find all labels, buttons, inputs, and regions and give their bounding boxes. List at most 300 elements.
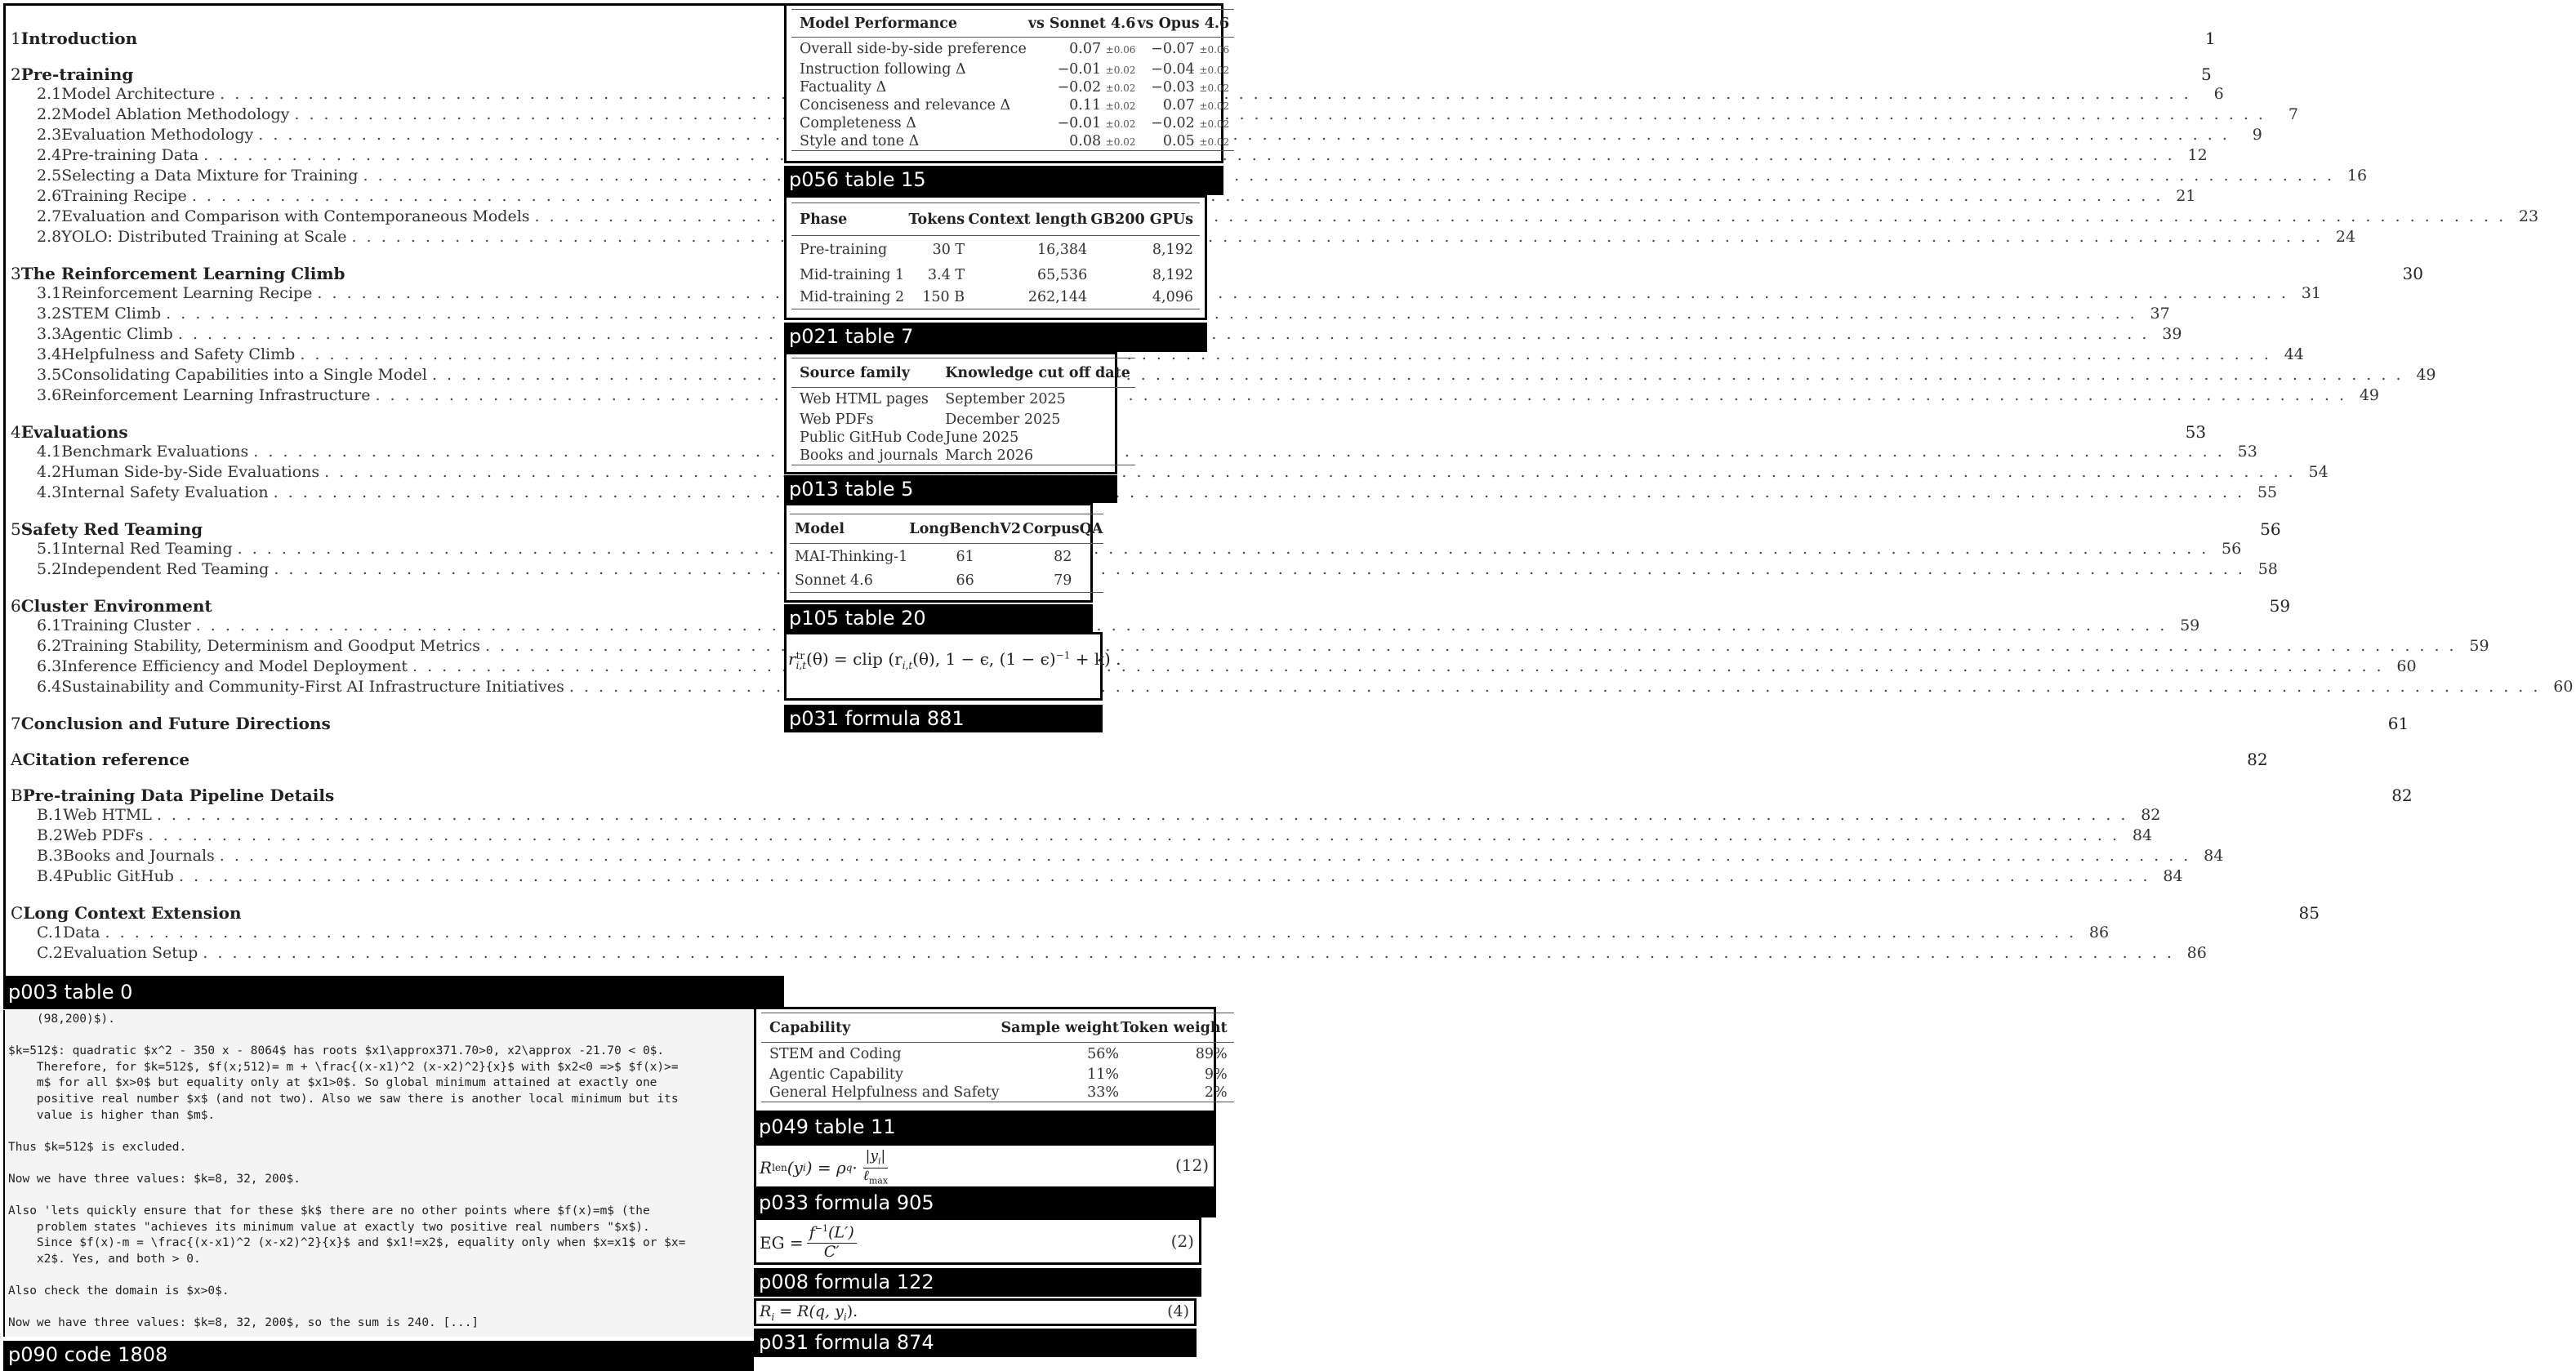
phase-cell: 65,536 [1036,266,1088,283]
bench-header-model: Model [790,514,908,544]
toc-subsection[interactable] [6,305,2170,324]
perf-opus-cell [1136,38,1234,60]
phase-header-gpus: GB200 GPUs [1088,203,1200,236]
toc-number: 2.6 [37,187,62,205]
capability-cell: 2% [1204,1084,1228,1101]
toc-page-number: 53 [2237,443,2257,461]
formula-122-label: p008 formula 122 [754,1268,1201,1297]
toc-title: Helpfulness and Safety Climb [61,345,296,363]
formula-874-lhs-sub: i [771,1311,775,1323]
toc-leader-dots [363,167,2334,185]
capability-cell: 11% [1087,1066,1119,1083]
toc-number: 2.4 [37,146,62,164]
toc-leader-dots [238,540,2209,558]
toc-number: 2.1 [37,85,62,103]
toc-title: Evaluation and Comparison with Contemporaneous Models [61,207,530,225]
formula-905-eqno: (12) [1174,1155,1209,1175]
toc-number: 3.2 [37,305,62,323]
source-cell: Web PDFs [800,411,874,428]
toc-section[interactable] [6,786,2413,807]
toc-number: 5.2 [37,560,62,578]
perf-sonnet-value: 0.11 [1069,96,1102,114]
toc-leader-dots [412,657,2384,675]
toc-title: Agentic Climb [61,325,173,343]
perf-sonnet-cell [1027,114,1137,132]
source-cell: Web HTML pages [800,390,929,407]
toc-page-number: 82 [2141,806,2161,824]
perf-opus-value: −0.03 [1151,78,1195,96]
bench-cell: 66 [956,572,974,590]
toc-number: 3.6 [37,386,62,404]
formula-881-lhs: r [788,649,796,669]
toc-page-number: 84 [2163,867,2183,885]
toc-number: 4.2 [37,463,62,481]
perf-row [791,38,1234,60]
toc-title: Model Ablation Methodology [61,105,290,123]
toc-title: STEM Climb [61,305,162,323]
toc-number: C.1 [37,924,63,941]
perf-row [791,78,1234,96]
phase-cell: 8,192 [1152,266,1193,283]
toc-subsection[interactable] [6,826,2153,846]
perf-opus-pm: ±0.02 [1199,136,1230,148]
bench-row [790,570,1103,593]
toc-page-number: 58 [2257,560,2278,578]
toc-subsection[interactable] [6,924,2110,943]
formula-874-eqno: (4) [1167,1302,1189,1320]
toc-number: 2 [11,65,21,84]
perf-metric: Style and tone Δ [800,132,920,149]
toc-title: Public GitHub [63,867,174,885]
toc-page-number: 59 [2469,637,2489,655]
toc-page-number: 55 [2257,483,2278,501]
formula-122-num: f [809,1223,815,1242]
toc-subsection[interactable] [6,345,2304,365]
toc-subsection[interactable] [6,228,2356,247]
toc-page-number: 86 [2186,944,2207,962]
toc-page-number: 12 [2187,146,2208,164]
toc-subsection[interactable] [6,847,2224,866]
formula-874-lhs: R [760,1302,772,1320]
perf-metric: Completeness Δ [800,114,916,131]
toc-title: Reinforcement Learning Recipe [61,284,313,302]
toc-number: 2.2 [37,105,62,123]
perf-sonnet-value: −0.01 [1057,60,1102,78]
source-cell: Books and journals [800,447,938,464]
toc-title: Selecting a Data Mixture for Training [61,167,359,185]
toc-leader-dots [352,228,2324,246]
perf-header-opus: vs Opus 4.6 [1136,10,1234,38]
code-line: $k=512$: quadratic $x^2 - 350 x - 8064$ has roots $x1\approx371.70>0, x2\approx -21.70 < 0$. [8,1044,665,1058]
toc-title: Web PDFs [63,826,144,844]
phase-cell: Mid-training 2 [800,289,905,306]
toc-number: 3.4 [37,345,62,363]
toc-page-number: 23 [2518,207,2539,225]
phase-header-tokens: Tokens [907,203,965,236]
capability-header-token: Token weight [1120,1013,1234,1043]
formula-881-lhs-sub: i,t [796,659,807,671]
formula-905-den: ℓ [862,1167,869,1184]
formula-905-den-sub: max [868,1174,889,1186]
toc-title: Training Cluster [61,617,191,634]
toc-leader-dots [196,617,2168,634]
toc-title: Web HTML [63,806,152,824]
toc-page-number: 6 [2213,85,2224,103]
toc-leader-dots [274,483,2245,501]
phase-cell: 4,096 [1152,289,1193,306]
toc-page-number: 49 [2359,386,2380,404]
toc-subsection[interactable] [6,463,2329,483]
perf-opus-pm: ±0.02 [1199,100,1230,112]
bench-header-corpusqa: CorpusQA [1022,514,1103,544]
toc-leader-dots [157,806,2128,824]
toc-title: Data [63,924,100,941]
formula-874-end: ). [846,1302,858,1320]
phase-header-context: Context length [965,203,1088,236]
toc-page-number: 30 [2402,264,2423,283]
formula-881-panel [784,632,1121,701]
bench-table-label: p105 table 20 [784,604,1093,632]
perf-sonnet-value: −0.01 [1057,114,1102,131]
toc-leader-dots [324,463,2296,481]
perf-opus-cell [1136,132,1234,151]
capability-cell: 56% [1087,1045,1119,1062]
source-table-label: p013 table 5 [784,475,1117,503]
formula-874-rhs-sub: i [843,1311,847,1323]
toc-page-number: 54 [2308,463,2329,481]
source-cell: June 2025 [945,429,1019,446]
source-header-date: Knowledge cut off date [944,358,1135,388]
toc-number: 5 [11,519,21,539]
source-table [791,358,1135,465]
toc-label: p003 table 0 [3,978,784,1009]
toc-number: 3.1 [37,284,62,302]
perf-opus-pm: ±0.06 [1199,43,1230,56]
formula-905-panel [754,1143,1216,1189]
code-line: m$ for all $x>0$ but equality only at $x1>0$. So global minimum attained at exactly one [8,1076,657,1090]
toc-leader-dots [375,386,2346,404]
source-table-panel [784,352,1130,474]
source-row [791,429,1135,447]
perf-opus-value: −0.07 [1151,40,1195,57]
perf-metric: Instruction following Δ [800,60,966,78]
toc-leader-dots [317,284,2289,302]
capability-cell: STEM and Coding [769,1045,902,1062]
code-line: Now we have three values: $k=8, 32, 200$. [8,1173,301,1186]
toc-page-number: 24 [2335,228,2356,246]
perf-metric: Factuality Δ [800,78,887,96]
toc-subsection[interactable] [6,187,2196,207]
bench-table-panel [784,503,1103,603]
capability-cell: 9% [1204,1066,1228,1083]
toc-number: 2.3 [37,126,62,144]
toc-page-number: 31 [2301,284,2321,302]
toc-leader-dots [274,560,2245,578]
perf-table-panel [784,3,1230,163]
toc-page-number: 5 [2201,65,2212,84]
bench-row [790,544,1103,570]
capability-cell: 89% [1195,1045,1228,1062]
formula-905-num-sub: i [877,1155,881,1167]
toc-number: 3.5 [37,366,62,384]
formula-905-fraction [861,1149,890,1186]
formula-905-arg-sub: i [802,1162,806,1173]
toc-title: Pre-training Data Pipeline Details [22,786,335,805]
capability-cell: General Helpfulness and Safety [769,1084,1000,1101]
perf-opus-value: 0.05 [1162,132,1195,149]
perf-sonnet-value: 0.08 [1069,132,1102,149]
toc-page-number: 7 [2288,105,2298,123]
capability-cell: Agentic Capability [769,1066,903,1083]
toc-section[interactable] [6,596,2291,617]
perf-opus-value: −0.04 [1151,60,1195,78]
formula-122-fraction [807,1224,857,1261]
source-cell: December 2025 [945,411,1061,428]
toc-page-number: 84 [2204,847,2224,865]
toc-title: Internal Red Teaming [61,540,233,558]
perf-opus-cell [1136,60,1234,78]
toc-section[interactable] [6,750,2268,771]
toc-number: C [11,903,24,923]
phase-table [791,203,1200,309]
toc-page-number: 56 [2222,540,2242,558]
toc-number: 6.3 [37,657,62,675]
toc-page-number: 56 [2260,519,2281,539]
perf-row [791,96,1234,114]
toc-number: 6.4 [37,678,62,696]
formula-874-label: p031 formula 874 [754,1329,1197,1357]
code-line: positive real number $x$ (and not two). Also we saw there is another local minimum but its [8,1093,679,1106]
bench-cell: MAI-Thinking-1 [795,548,908,565]
perf-opus-pm: ±0.02 [1199,64,1230,76]
phase-cell: 3.4 T [928,266,965,283]
toc-title: Independent Red Teaming [61,560,270,578]
perf-sonnet-pm: ±0.02 [1105,118,1136,130]
toc-number: B [11,786,23,805]
code-line: Also check the domain is $x>0$. [8,1284,230,1298]
formula-122-num-sup: −1 [814,1223,828,1235]
toc-number: 2.7 [37,207,62,225]
code-line: (98,200)$). [8,1013,115,1026]
formula-881-label: p031 formula 881 [784,705,1103,732]
toc-leader-dots [179,867,2150,885]
formula-874-rhs: = R(q, y [774,1302,844,1320]
toc-title: Inference Efficiency and Model Deployment [61,657,408,675]
source-header-family: Source family [791,358,944,388]
phase-row [791,236,1200,264]
phase-header-phase: Phase [791,203,907,236]
toc-title: The Reinforcement Learning Climb [20,264,345,283]
phase-table-label: p021 table 7 [784,323,1207,352]
perf-metric: Overall side-by-side preference [800,40,1027,57]
toc-page-number: 59 [2180,617,2200,634]
phase-cell: 262,144 [1027,289,1088,306]
toc-subsection[interactable] [6,678,2574,697]
toc-section[interactable] [6,903,2320,924]
toc-number: B.4 [37,867,64,885]
toc-page-number: 82 [2391,786,2413,805]
toc-page-number: 86 [2088,924,2110,941]
toc-number: 4.3 [37,483,62,501]
perf-opus-value: −0.02 [1151,114,1195,131]
toc-number: 1 [11,29,21,48]
formula-122-panel [754,1217,1201,1265]
formula-122-den: C′ [823,1242,840,1261]
code-line: Now we have three values: $k=8, 32, 200$, so the sum is 240. [...] [8,1316,479,1330]
formula-905-arg: (y [787,1158,803,1177]
perf-row [791,132,1234,151]
source-row [791,447,1135,465]
capability-row [761,1084,1234,1102]
code-line: value is higher than $m$. [8,1108,216,1122]
toc-number: 6 [11,596,21,616]
toc-title: Cluster Environment [20,596,212,616]
source-row [791,411,1135,429]
toc-number: C.2 [37,944,63,962]
phase-cell: Pre-training [800,241,888,258]
formula-905-mid-sub: q [845,1162,853,1173]
toc-number: 2.5 [37,167,62,185]
phase-cell: 16,384 [1036,241,1088,258]
code-line: x2$. Yes, and both > 0. [8,1253,201,1266]
phase-table-panel [784,195,1207,320]
capability-row [761,1066,1234,1084]
toc-page-number: 53 [2185,422,2207,442]
formula-905-mid: ) = ρ [805,1158,846,1177]
perf-sonnet-value: −0.02 [1057,78,1102,96]
toc-leader-dots [432,366,2404,384]
code-panel [3,1010,754,1337]
toc-page-number: 44 [2284,345,2304,363]
toc-title: Long Context Extension [23,903,242,923]
toc-title: Evaluation Setup [63,944,198,962]
perf-opus-cell [1136,114,1234,132]
perf-sonnet-pm: ±0.02 [1105,82,1136,94]
code-line: Also 'lets quickly ensure that for these $k$ there are no other points where $f(x)=m$ (the [8,1204,650,1218]
formula-881-tail: (θ), 1 − ϵ, (1 − ϵ) [912,649,1056,669]
toc-title: YOLO: Distributed Training at Scale [61,228,347,246]
formula-881-tail-sup: −1 [1055,649,1071,661]
perf-sonnet-cell [1027,60,1137,78]
capability-header-sample: Sample weight [1000,1013,1120,1043]
formula-905-num: |y [865,1148,878,1165]
toc-page-number: 49 [2416,366,2436,384]
toc-number: 4 [11,422,21,442]
perf-opus-pm: ±0.02 [1199,82,1230,94]
bench-cell: Sonnet 4.6 [795,572,873,590]
perf-header-metric: Model Performance [791,10,1027,38]
toc-page-number: 1 [2204,29,2216,48]
toc-title: Citation reference [22,750,190,769]
perf-row [791,114,1234,132]
phase-row [791,287,1200,309]
bench-cell: 82 [1054,548,1072,565]
code-label: p090 code 1808 [3,1341,754,1371]
toc-title: Books and Journals [63,847,215,865]
capability-header-capability: Capability [761,1013,1000,1043]
code-line: problem states "achieves its minimum value at exactly two positive real numbers "$x$). [8,1220,650,1234]
toc-number: 5.1 [37,540,62,558]
perf-opus-cell [1136,78,1234,96]
toc-leader-dots [203,944,2174,962]
bench-table [790,514,1103,593]
toc-number: B.2 [37,826,64,844]
formula-905 [760,1147,894,1188]
toc-page-number: 82 [2247,750,2268,769]
source-cell: Public GitHub Code [800,429,944,446]
formula-122-lhs: EG = [760,1233,804,1253]
toc-number: 3 [11,264,21,283]
source-row [791,388,1135,411]
toc-subsection[interactable] [6,944,2207,964]
toc-title: Pre-training [20,65,134,84]
source-cell: September 2025 [945,390,1066,407]
formula-881-end: + k) . [1070,649,1121,669]
toc-page-number: 16 [2346,167,2368,185]
toc-page-number: 85 [2298,903,2320,923]
capability-row [761,1043,1234,1066]
phase-cell: 8,192 [1152,241,1193,258]
toc-title: Safety Red Teaming [20,519,203,539]
perf-opus-value: 0.07 [1162,96,1195,114]
bench-cell: 79 [1054,572,1072,590]
toc-subsection[interactable] [6,146,2208,166]
toc-number: 6.1 [37,617,62,634]
formula-874-panel [754,1298,1197,1326]
formula-905-label: p033 formula 905 [754,1189,1216,1217]
perf-table-label: p056 table 15 [784,166,1223,195]
perf-row [791,60,1234,78]
toc-page-number: 84 [2132,826,2153,844]
perf-sonnet-cell [1027,78,1137,96]
toc-title: Evaluations [20,422,128,442]
perf-sonnet-cell [1027,132,1137,151]
toc-page-number: 60 [2396,657,2417,675]
toc-subsection[interactable] [6,867,2183,887]
toc-subsection[interactable] [6,806,2161,826]
toc-leader-dots [148,826,2119,844]
toc-title: Conclusion and Future Directions [20,714,331,733]
toc-subsection[interactable] [6,560,2278,580]
toc-title: Training Recipe [61,187,187,205]
perf-header-sonnet: vs Sonnet 4.6 [1027,10,1137,38]
formula-881 [788,649,1121,671]
toc-number: 7 [11,714,21,733]
perf-table [791,9,1234,151]
bench-cell: 61 [956,548,974,565]
perf-opus-cell [1136,96,1234,114]
toc-number: A [11,750,23,769]
perf-sonnet-pm: ±0.02 [1105,64,1136,76]
phase-cell: 30 T [932,241,965,258]
toc-page-number: 60 [2553,678,2574,696]
toc-leader-dots [105,924,2077,941]
toc-title: Model Architecture [61,85,216,103]
capability-cell: 33% [1087,1084,1119,1101]
toc-subsection[interactable] [6,637,2489,657]
formula-905-lhs: R [760,1158,773,1177]
code-line: Thus $k=512$ is excluded. [8,1140,187,1154]
toc-leader-dots [220,847,2191,865]
toc-number: 3.3 [37,325,62,343]
toc-title: Evaluation Methodology [61,126,254,144]
perf-sonnet-pm: ±0.02 [1105,136,1136,148]
formula-881-rest-sub: i,t [902,660,913,671]
toc-title: Sustainability and Community-First AI Infrastructure Initiatives [61,678,564,696]
toc-number: B.3 [37,847,64,865]
toc-page-number: 37 [2150,305,2170,323]
toc-page-number: 39 [2162,325,2182,343]
